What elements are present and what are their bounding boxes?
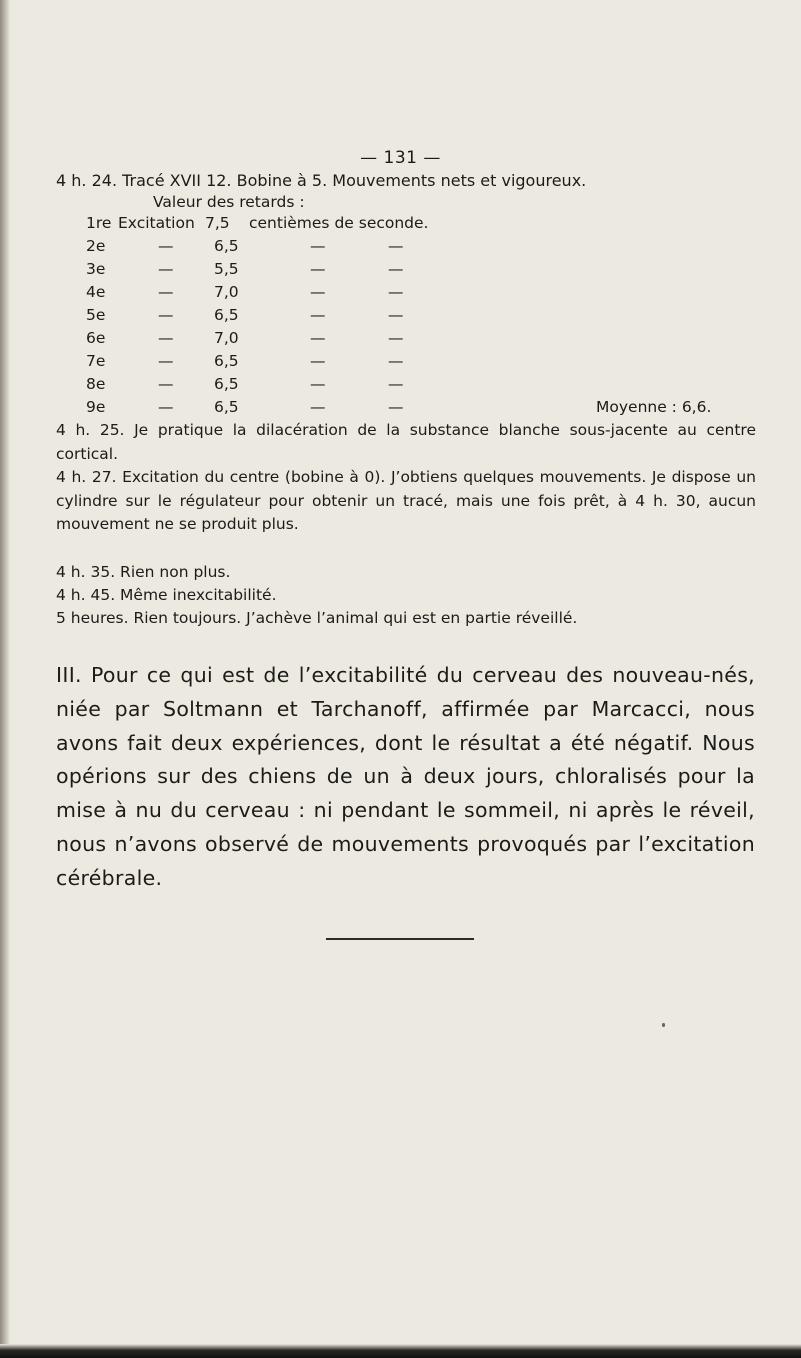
paragraph: 4 h. 35. Rien non plus.	[56, 563, 231, 581]
row-unit: centièmes de seconde.	[249, 214, 429, 232]
paragraph: 4 h. 45. Même inexcitabilité.	[56, 586, 277, 604]
row-unit: —	[310, 352, 326, 370]
row-value: 7,0	[214, 329, 239, 347]
row-unit: —	[310, 237, 326, 255]
page-spine-shadow	[0, 0, 10, 1358]
row-ordinal: 4e	[86, 283, 106, 301]
row-unit: —	[310, 329, 326, 347]
row-label: —	[158, 375, 174, 393]
row-label: —	[158, 283, 174, 301]
row-unit: —	[388, 283, 404, 301]
moyenne: Moyenne : 6,6.	[596, 398, 712, 416]
paragraph: 4 h. 27. Excitation du centre (bobine à 0). J’obtiens quelques mouvements. Je dispose un cylindre sur le régulateur pour obtenir un tracé, mais une fois prêt, à 4 h. 30, aucun mouvement ne se produit plus.	[56, 468, 756, 534]
row-value: 6,5	[214, 375, 239, 393]
row-unit: —	[310, 260, 326, 278]
row-label: —	[158, 306, 174, 324]
row-unit: —	[388, 352, 404, 370]
row-value: 7,5	[205, 214, 230, 232]
row-ordinal: 6e	[86, 329, 106, 347]
row-unit: —	[388, 237, 404, 255]
header-subtitle: Valeur des retards :	[153, 193, 305, 211]
row-unit: —	[388, 398, 404, 416]
row-value: 7,0	[214, 283, 239, 301]
row-unit: —	[310, 375, 326, 393]
row-unit: —	[388, 260, 404, 278]
row-label: —	[158, 352, 174, 370]
row-ordinal: 5e	[86, 306, 106, 324]
page-bottom-edge	[0, 1344, 801, 1358]
row-value: 5,5	[214, 260, 239, 278]
header-line: 4 h. 24. Tracé XVII 12. Bobine à 5. Mouvements nets et vigoureux.	[56, 171, 587, 190]
page-number: — 131 —	[360, 148, 441, 168]
row-unit: —	[388, 375, 404, 393]
row-ordinal: 9e	[86, 398, 106, 416]
row-ordinal: 3e	[86, 260, 106, 278]
row-unit: —	[310, 306, 326, 324]
row-ordinal: 7e	[86, 352, 106, 370]
row-unit: —	[310, 398, 326, 416]
row-value: 6,5	[214, 398, 239, 416]
row-value: 6,5	[214, 352, 239, 370]
row-label: —	[158, 260, 174, 278]
section-paragraph: III. Pour ce qui est de l’excitabilité du cerveau des nouveau-nés, niée par Soltmann et Tarchanoff, affirmée par Marcacci, nous avons fait deux expériences, dont le résultat a été négatif. Nous opérions sur des chiens de un à deux jours, chloralisés pour la mise à nu du cerveau : ni pendant le sommeil, ni après le réveil, nous n’avons observé de mouvements provoqués par l’excitation cérébrale.	[56, 663, 755, 890]
row-value: 6,5	[214, 306, 239, 324]
row-label: —	[158, 237, 174, 255]
row-unit: —	[310, 283, 326, 301]
row-value: 6,5	[214, 237, 239, 255]
row-label: —	[158, 398, 174, 416]
row-ordinal: 1re	[86, 214, 112, 232]
row-label: —	[158, 329, 174, 347]
paragraph: 5 heures. Rien toujours. J’achève l’animal qui est en partie réveillé.	[56, 609, 578, 627]
row-ordinal: 2e	[86, 237, 106, 255]
row-ordinal: 8e	[86, 375, 106, 393]
divider-rule	[326, 938, 474, 940]
paragraph: 4 h. 25. Je pratique la dilacération de la substance blanche sous-jacente au centre cortical.	[56, 421, 756, 463]
row-unit: —	[388, 306, 404, 324]
row-unit: —	[388, 329, 404, 347]
ink-speck	[662, 1023, 665, 1027]
row-label: Excitation	[118, 214, 195, 232]
